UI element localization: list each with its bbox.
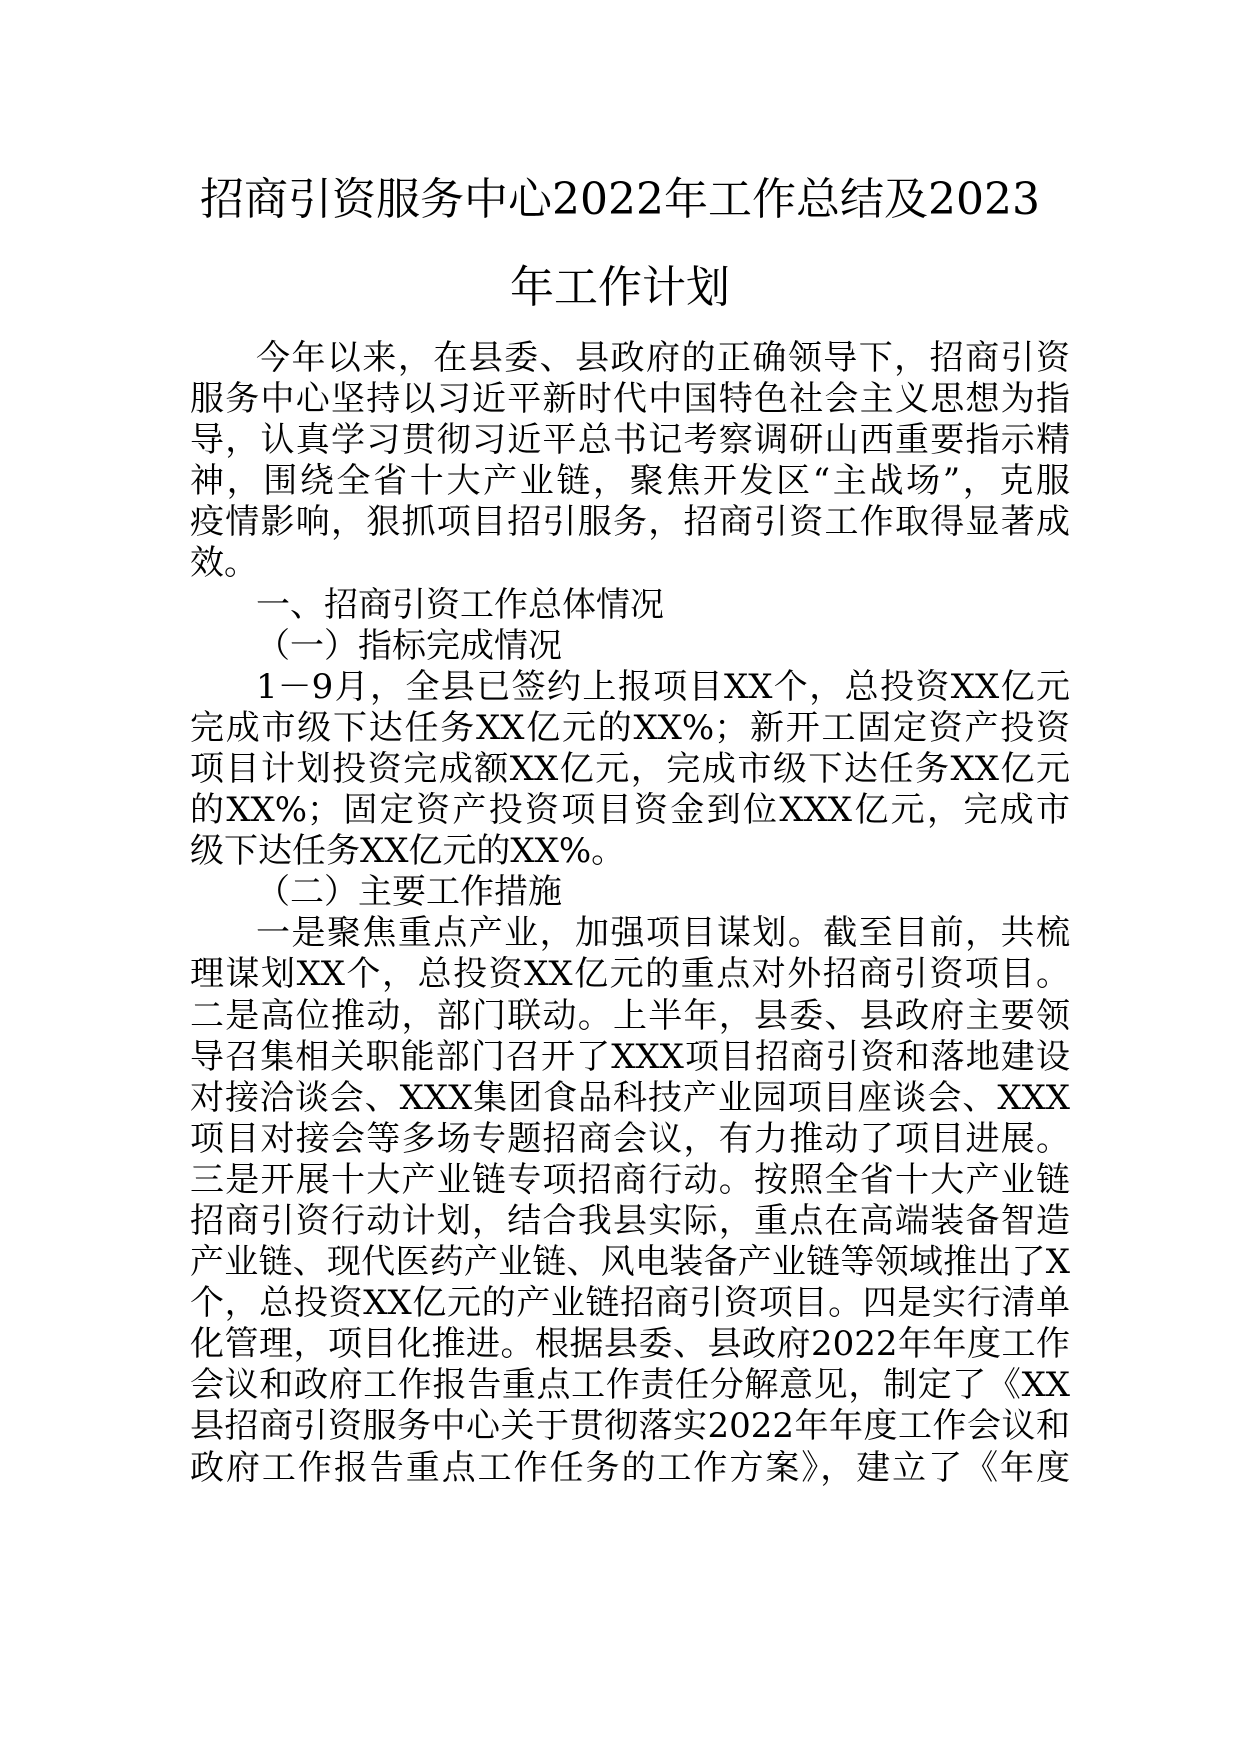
paragraph-line: 导，认真学习贯彻习近平总书记考察调研山西重要指示精: [190, 420, 1070, 461]
paragraph-line: 服务中心坚持以习近平新时代中国特色社会主义思想为指: [190, 379, 1070, 420]
paragraph-line: 对接洽谈会、XXX集团食品科技产业园项目座谈会、XXX: [190, 1077, 1070, 1118]
paragraph-line: 导召集相关职能部门召开了XXX项目招商引资和落地建设: [190, 1036, 1070, 1077]
paragraph-line: 疫情影响，狠抓项目招引服务，招商引资工作取得显著成: [190, 502, 1070, 543]
paragraph-line: 完成市级下达任务XX亿元的XX%；新开工固定资产投资: [190, 707, 1070, 748]
paragraph-line: 1－9月，全县已签约上报项目XX个，总投资XX亿元: [256, 666, 1070, 707]
section-heading: 一、招商引资工作总体情况: [256, 584, 664, 625]
paragraph-line: 二是高位推动，部门联动。上半年，县委、县政府主要领: [190, 995, 1070, 1036]
subsection-heading: （二）主要工作措施: [256, 872, 562, 913]
paragraph-line: 化管理，项目化推进。根据县委、县政府2022年年度工作: [190, 1324, 1070, 1365]
paragraph-line: 今年以来，在县委、县政府的正确领导下，招商引资: [256, 338, 1070, 378]
paragraph-line: 会议和政府工作报告重点工作责任分解意见，制定了《XX: [190, 1365, 1070, 1406]
paragraph-line: 项目计划投资完成额XX亿元，完成市级下达任务XX亿元: [190, 748, 1070, 789]
paragraph-line: 项目对接会等多场专题招商会议，有力推动了项目进展。: [190, 1118, 1070, 1159]
document-title-line-1: 招商引资服务中心2022年工作总结及2023: [200, 174, 1040, 225]
paragraph-line: 的XX%；固定资产投资项目资金到位XXX亿元，完成市: [190, 790, 1070, 831]
document-body: [190, 338, 1070, 1489]
paragraph-line: 理谋划XX个，总投资XX亿元的重点对外招商引资项目。: [190, 954, 1070, 995]
paragraph-line: 政府工作报告重点工作任务的工作方案》，建立了《年度: [190, 1447, 1070, 1488]
document-title-line-2: 年工作计划: [510, 262, 730, 313]
paragraph-line: 县招商引资服务中心关于贯彻落实2022年年度工作会议和: [190, 1406, 1070, 1447]
paragraph-line: 招商引资行动计划，结合我县实际，重点在高端装备智造: [190, 1200, 1070, 1241]
paragraph-line: 神，围绕全省十大产业链，聚焦开发区“主战场”，克服: [190, 461, 1070, 502]
paragraph-line: 产业链、现代医药产业链、风电装备产业链等领域推出了X: [190, 1242, 1070, 1283]
paragraph-line: 级下达任务XX亿元的XX%。: [190, 831, 626, 872]
paragraph-line: 一是聚焦重点产业，加强项目谋划。截至目前，共梳: [256, 913, 1070, 954]
paragraph-line: 三是开展十大产业链专项招商行动。按照全省十大产业链: [190, 1159, 1070, 1200]
paragraph-line: 个，总投资XX亿元的产业链招商引资项目。四是实行清单: [190, 1283, 1070, 1324]
subsection-heading: （一）指标完成情况: [256, 625, 562, 666]
paragraph-line: 效。: [190, 543, 258, 584]
